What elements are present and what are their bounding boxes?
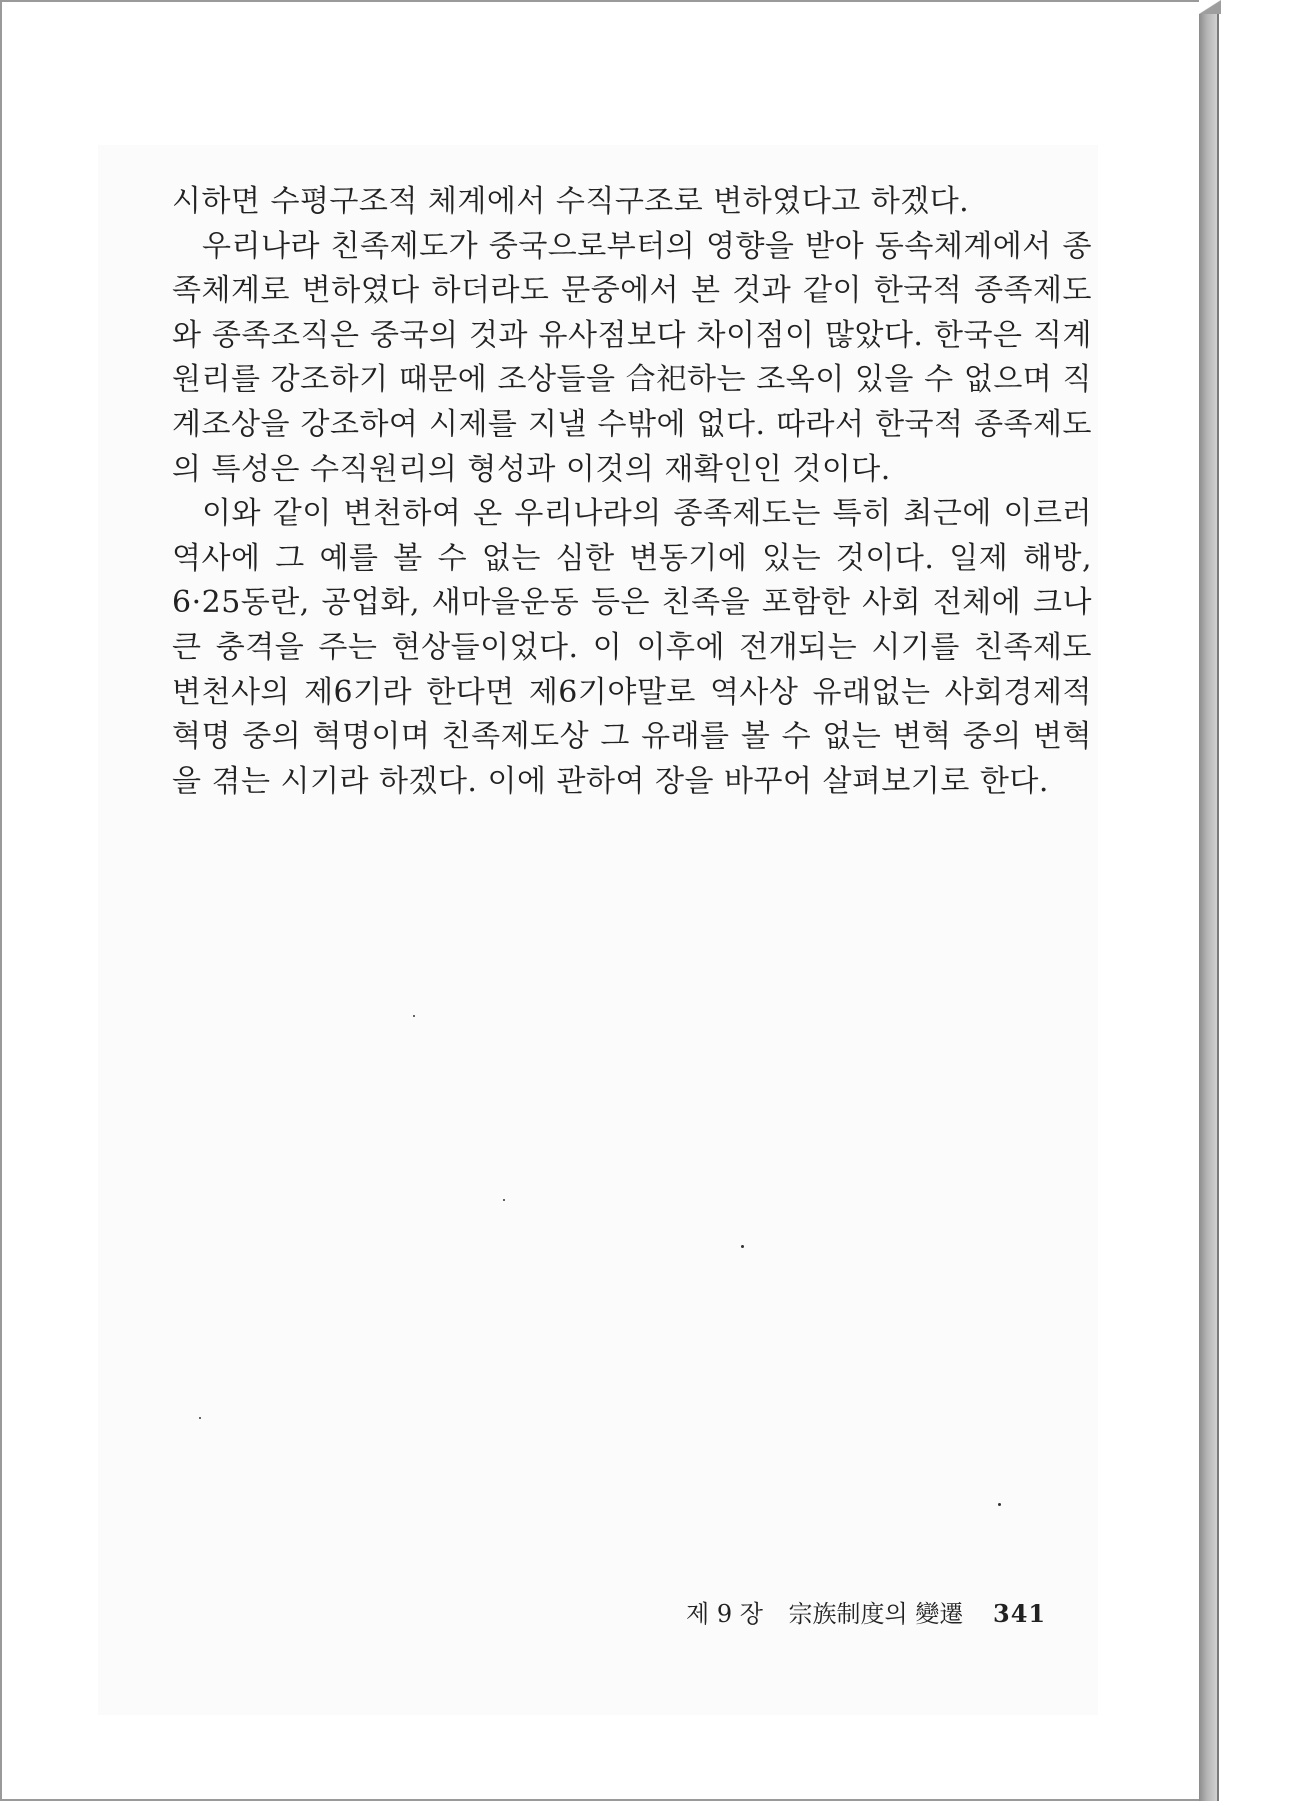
footer-title: 宗族制度의 變遷 bbox=[788, 1600, 964, 1628]
scan-speck bbox=[413, 1015, 415, 1017]
scan-speck bbox=[998, 1503, 1001, 1506]
page-number: 341 bbox=[993, 1599, 1047, 1628]
page-edge bbox=[1199, 6, 1219, 1801]
page-footer bbox=[686, 1594, 1086, 1629]
body-text bbox=[172, 180, 1092, 804]
paragraph-continued: 시하면 수평구조적 체계에서 수직구조로 변하였다고 하겠다. bbox=[172, 184, 970, 219]
scan-speck bbox=[199, 1417, 201, 1419]
scan-speck bbox=[741, 1245, 744, 1248]
paragraph-recent-changes: 이와 같이 변천하여 온 우리나라의 종족제도는 특히 최근에 이르러 역사에 그 예를 볼 수 없는 심한 변동기에 있는 것이다. 일제 해방, 6·25동란, 공업화, 새마을운동 등은 친족을 포함한 사회 전체에 크나큰 충격을 주는 현상들이었다. 이 이후에 전개되는 시기를 친족제도 변천사의 제6기라 한다면 제6기야말로 역사상 유래없는 사회경제적 혁명 중의 혁명이며 친족제도상 그 유래를 볼 수 없는 변혁 중의 변혁을 겪는 시기라 하겠다. 이에 관하여 장을 바꾸어 살펴보기로 한다. bbox=[172, 496, 1092, 799]
footer-chapter: 제 9 장 bbox=[686, 1600, 763, 1628]
page-edge-corner bbox=[1199, 0, 1221, 14]
scan-speck bbox=[503, 1199, 505, 1201]
paragraph-lineage-system: 우리나라 친족제도가 중국으로부터의 영향을 받아 동속체계에서 종족체계로 변하였다 하더라도 문중에서 본 것과 같이 한국적 종족제도와 종족조직은 중국의 것과 유사점보다 차이점이 많았다. 한국은 직계원리를 강조하기 때문에 조상들을 合祀하는 조옥이 있을 수 없으며 직계조상을 강조하여 시제를 지낼 수밖에 없다. 따라서 한국적 종족제도의 특성은 수직원리의 형성과 이것의 재확인인 것이다. bbox=[172, 228, 1092, 487]
